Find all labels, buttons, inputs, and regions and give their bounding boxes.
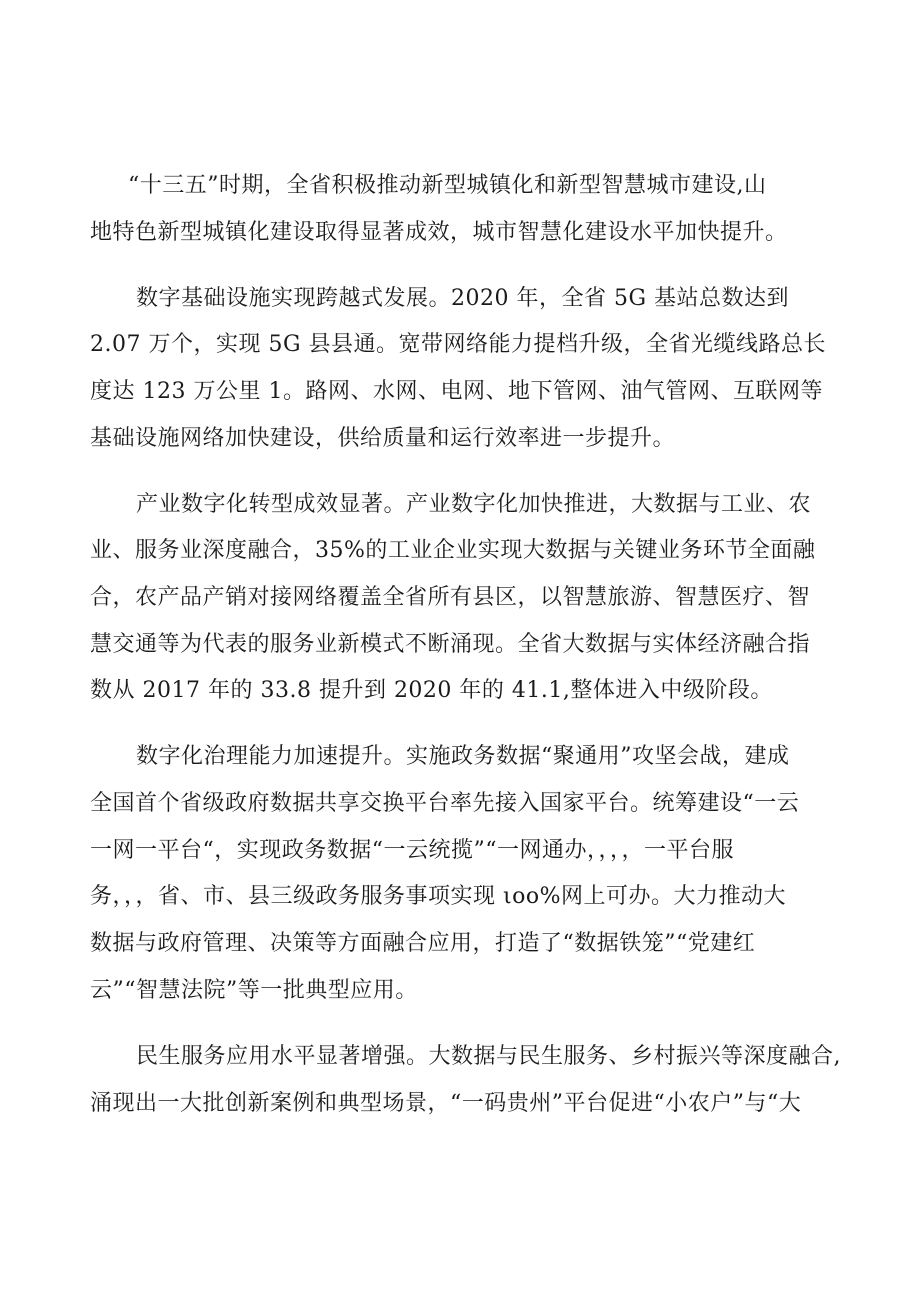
text-line: 地特色新型城镇化建设取得显著成效，城市智慧化建设水平加快提升。 xyxy=(90,220,788,245)
text-line: “十三五”时期，全省积极推动新型城镇化和新型智慧城市建设,山 xyxy=(128,173,767,198)
text-line: 数从 2017 年的 33.8 提升到 2020 年的 41.1,整体进入中级阶段。 xyxy=(90,678,773,703)
text-line: 度达 123 万公里 1。路网、水网、电网、地下管网、油气管网、互联网等 xyxy=(90,379,823,404)
text-line: 涌现出一大批创新案例和典型场景，“一码贵州”平台促进“小农户”与“大 xyxy=(90,1091,802,1116)
text-line: 业、服务业深度融合，35%的工业企业实现大数据与关键业务环节全面融 xyxy=(90,538,816,563)
text-line: 慧交通等为代表的服务业新模式不断涌现。全省大数据与实体经济融合指 xyxy=(90,632,811,657)
text-line: 基础设施网络加快建设，供给质量和运行效率进一步提升。 xyxy=(90,426,676,451)
text-line: 合，农产品产销对接网络覆盖全省所有县区，以智慧旅游、智慧医疗、智 xyxy=(90,585,811,610)
text-line: 2.07 万个，实现 5G 县县通。宽带网络能力提档升级，全省光缆线路总长 xyxy=(90,332,827,357)
text-line: 数字化治理能力加速提升。实施政务数据“聚通用”攻坚会战，建成 xyxy=(136,744,790,769)
text-line: 全国首个省级政府数据共享交换平台率先接入国家平台。统筹建设“一云 xyxy=(90,791,800,816)
text-line: 数字基础设施实现跨越式发展。2020 年，全省 5G 基站总数达到 xyxy=(136,286,790,311)
text-line: 云”“智慧法院”等一批典型应用。 xyxy=(90,978,418,1003)
text-line: 民生服务应用水平显著增强。大数据与民生服务、乡村振兴等深度融合, xyxy=(136,1044,841,1069)
text-line: 一网一平台“，实现政务数据“一云统揽”“一网通办，，，，一平台服 xyxy=(90,838,734,863)
text-line: 数据与政府管理、决策等方面融合应用，打造了“数据铁笼”“党建红 xyxy=(90,931,756,956)
text-line: 务，，，省、市、县三级政务服务事项实现 ιoo%网上可办。大力推动大 xyxy=(90,884,787,909)
text-line: 产业数字化转型成效显著。产业数字化加快推进，大数据与工业、农 xyxy=(136,492,812,517)
